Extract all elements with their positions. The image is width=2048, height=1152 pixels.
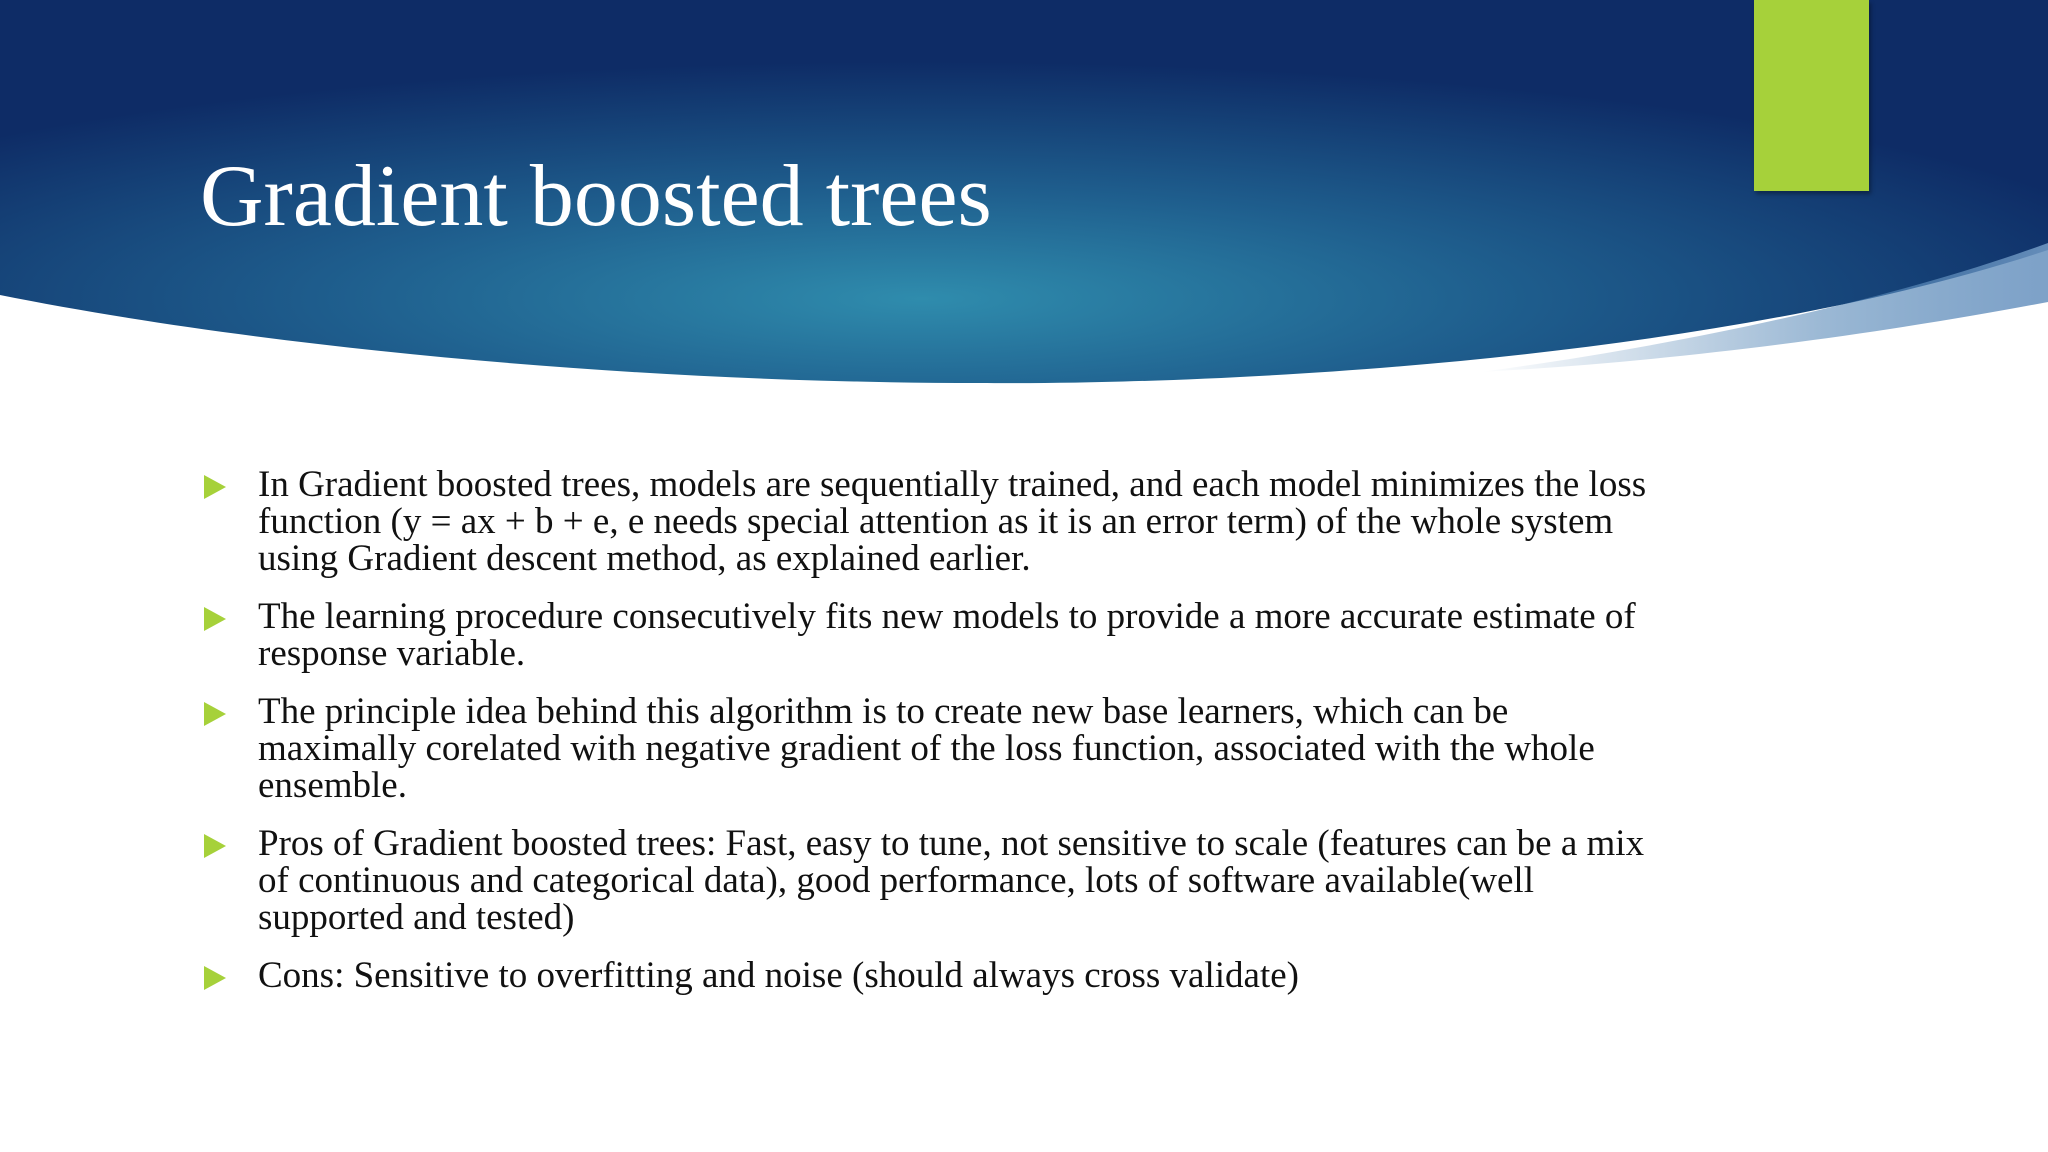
- bullet-item: [200, 957, 1670, 994]
- bullet-list: [200, 466, 1670, 1015]
- bullet-text: In Gradient boosted trees, models are sequentially trained, and each model minimizes the loss function (y = ax + b + e, e needs special attention as it is an error term) of the whole system using Gradient descent method, as explained earlier.: [258, 464, 1647, 579]
- green-triangle-bullet-icon: [204, 702, 226, 726]
- bullet-text: Pros of Gradient boosted trees: Fast, easy to tune, not sensitive to scale (features can be a mix of continuous and categorical data), good performance, lots of software available(well supported and tested): [258, 823, 1645, 938]
- green-triangle-bullet-icon: [204, 475, 226, 499]
- bullet-item: [200, 825, 1670, 936]
- bullet-item: [200, 466, 1670, 577]
- bullet-text: The learning procedure consecutively fits new models to provide a more accurate estimate of response variable.: [258, 596, 1636, 674]
- slide-title: Gradient boosted trees: [200, 148, 992, 245]
- green-triangle-bullet-icon: [204, 607, 226, 631]
- bullet-item: [200, 693, 1670, 804]
- bullet-text: The principle idea behind this algorithm is to create new base learners, which can be maximally corelated with negative gradient of the loss function, associated with the whole ensemble.: [258, 691, 1595, 806]
- bullet-text: Cons: Sensitive to overfitting and noise (should always cross validate): [258, 955, 1299, 996]
- green-triangle-bullet-icon: [204, 966, 226, 990]
- bullet-item: [200, 598, 1670, 672]
- accent-bar: [1754, 0, 1869, 191]
- green-triangle-bullet-icon: [204, 834, 226, 858]
